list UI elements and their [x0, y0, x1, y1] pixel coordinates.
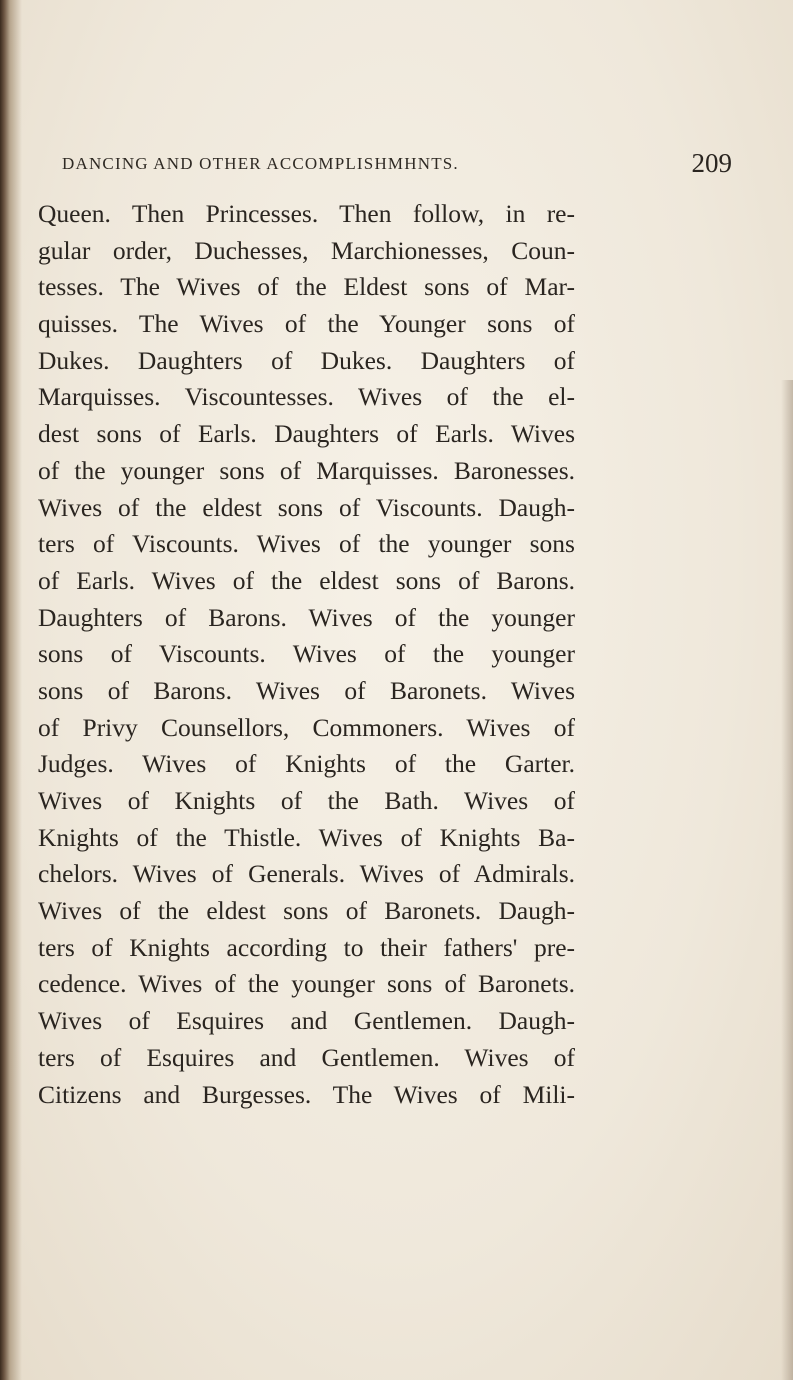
text-line: of the younger sons of Marquisses. Baronesses.	[38, 455, 575, 485]
text-line: sons of Barons. Wives of Baronets. Wives	[38, 675, 575, 705]
text-line: of Privy Counsellors, Commoners. Wives of	[38, 712, 575, 742]
text-line: Queen. Then Princesses. Then follow, in re-	[38, 199, 575, 228]
text-line: of Earls. Wives of the eldest sons of Barons.	[38, 565, 575, 595]
page-header	[62, 148, 732, 184]
text-line: cedence. Wives of the younger sons of Baronets.	[38, 969, 575, 999]
text-line: ters of Viscounts. Wives of the younger sons	[38, 529, 575, 559]
text-line: ters of Knights according to their fathers' pre-	[38, 932, 575, 962]
text-line: tesses. The Wives of the Eldest sons of Mar-	[38, 272, 575, 302]
text-line: quisses. The Wives of the Younger sons of	[38, 309, 575, 339]
text-line: Knights of the Thistle. Wives of Knights Ba-	[38, 822, 575, 852]
text-line: Wives of Knights of the Bath. Wives of	[38, 786, 575, 815]
text-line: ters of Esquires and Gentlemen. Wives of	[38, 1042, 575, 1072]
text-line: Daughters of Barons. Wives of the younger	[38, 602, 575, 632]
text-line: Judges. Wives of Knights of the Garter.	[38, 749, 575, 779]
text-line: Dukes. Daughters of Dukes. Daughters of	[38, 345, 575, 375]
running-head: DANCING AND OTHER ACCOMPLISHMHNTS.	[62, 154, 459, 173]
text-line: chelors. Wives of Generals. Wives of Admirals.	[38, 859, 575, 889]
page-number: 209	[691, 148, 732, 178]
text-line: dest sons of Earls. Daughters of Earls. Wives	[38, 419, 575, 449]
text-line: Citizens and Burgesses. The Wives of Mili-	[38, 1079, 575, 1109]
text-line: sons of Viscounts. Wives of the younger	[38, 639, 575, 669]
text-line: Marquisses. Viscountesses. Wives of the el-	[38, 382, 575, 412]
page-edge-shadow	[781, 380, 793, 1380]
text-line: gular order, Duchesses, Marchionesses, Coun-	[38, 235, 575, 265]
text-line: Wives of Esquires and Gentlemen. Daugh-	[38, 1006, 575, 1036]
binding-gutter	[0, 0, 22, 1380]
body-text	[38, 196, 575, 1113]
text-line: Wives of the eldest sons of Viscounts. Daugh-	[38, 492, 575, 522]
text-line: Wives of the eldest sons of Baronets. Daugh-	[38, 896, 575, 926]
